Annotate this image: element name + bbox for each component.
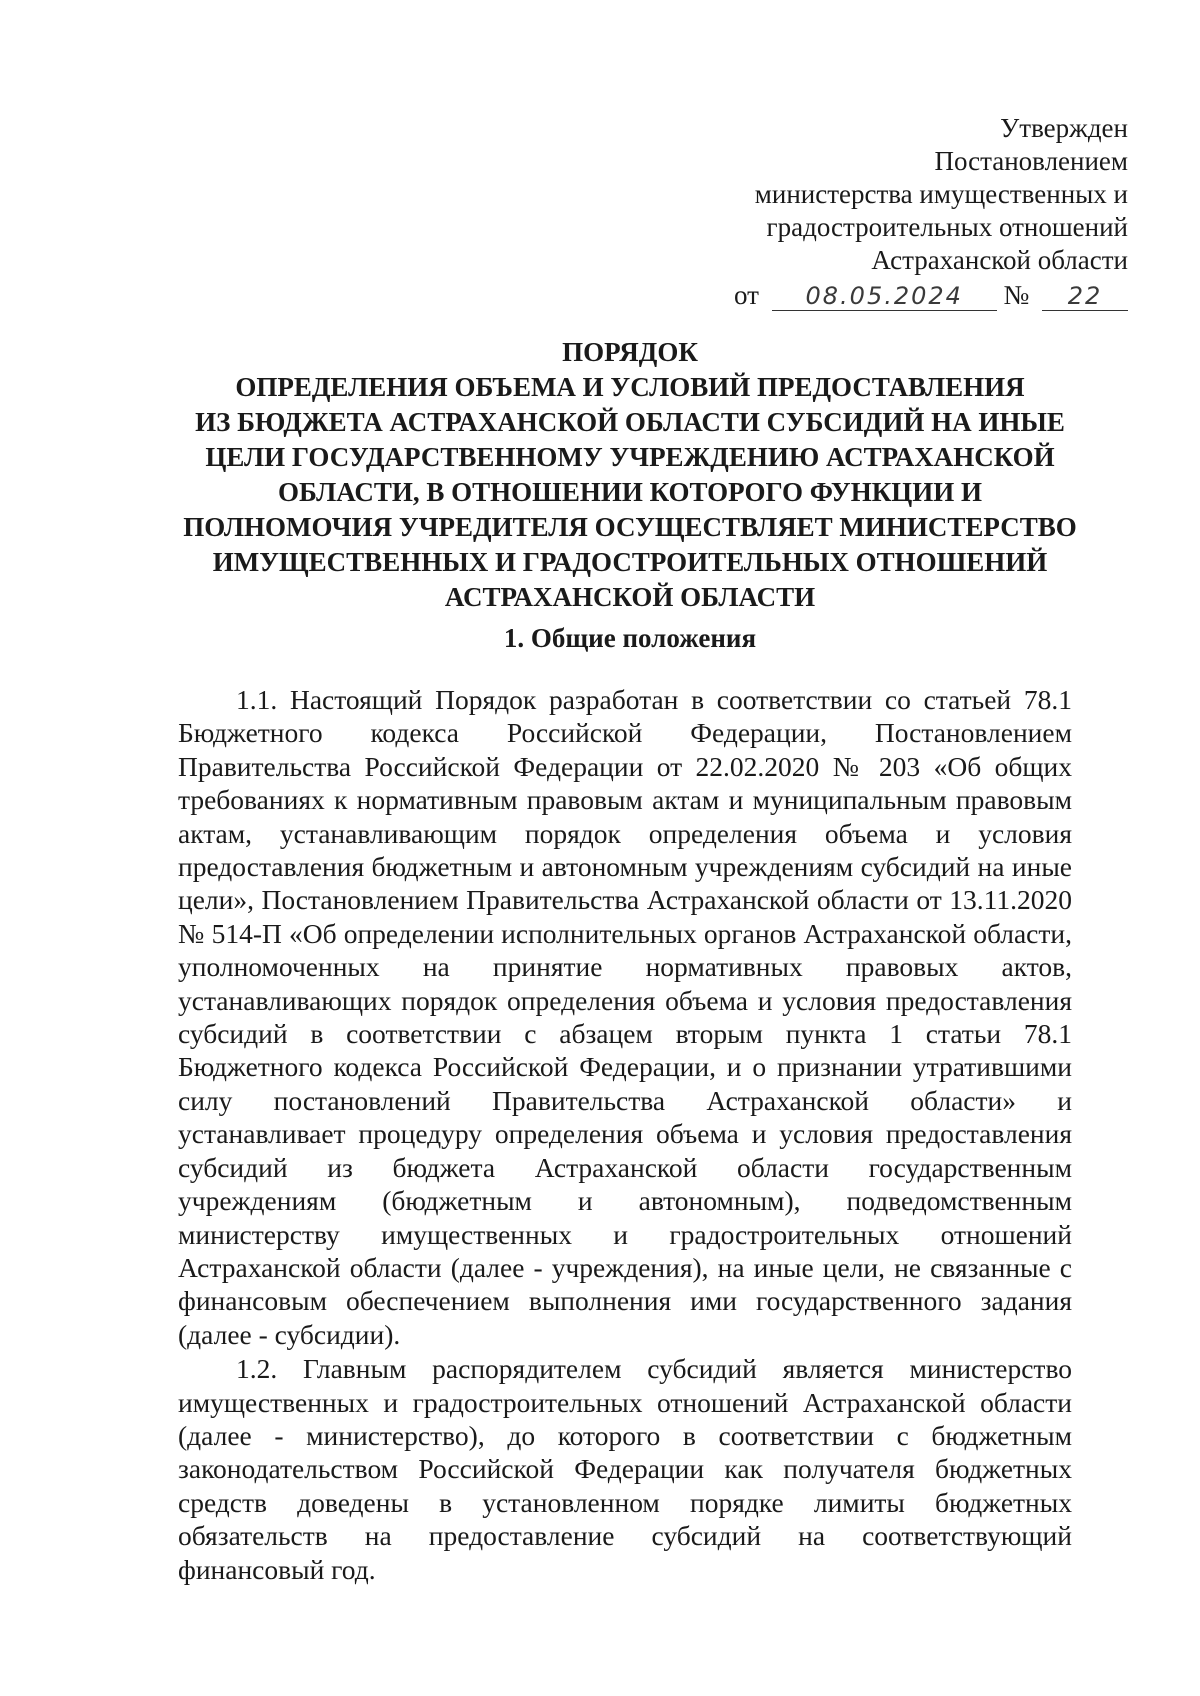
section-heading: 1. Общие положения [503,623,757,653]
approval-line-ministry: министерства имущественных и [754,179,1128,209]
handwritten-date: 08.05.2024 [772,282,997,311]
title-line: ОБЛАСТИ, В ОТНОШЕНИИ КОТОРОГО ФУНКЦИИ И [277,477,983,507]
approval-line-relations: градостроительных отношений [766,212,1128,242]
from-label: от [734,280,759,310]
approval-block [608,112,1128,312]
approval-line-region: Астраханской области [871,245,1128,275]
approval-line-resolution: Постановлением [934,146,1128,176]
title-line: ПОРЯДОК [562,337,698,367]
approval-date-number-row [608,279,1128,312]
section-body [178,683,1072,1586]
paragraph-1-2: 1.2. Главным распорядителем субсидий является министерство имущественных и градостроительных отношений Астраханской области (далее - министерство), до которого в соответствии с бюджетным законодательством Российской Федерации как получателя бюджетных средств доведены в установленном порядке лимиты бюджетных обязательств на предоставление субсидий на соответствующий финансовый год. [178,1353,1072,1585]
title-line: ОПРЕДЕЛЕНИЯ ОБЪЕМА И УСЛОВИЙ ПРЕДОСТАВЛЕНИЯ [235,372,1025,402]
approval-line-approved: Утвержден [1000,113,1128,143]
title-line: ИМУЩЕСТВЕННЫХ И ГРАДОСТРОИТЕЛЬНЫХ ОТНОШЕНИЙ [212,547,1048,577]
number-label: № [1003,280,1030,310]
title-line: ПОЛНОМОЧИЯ УЧРЕДИТЕЛЯ ОСУЩЕСТВЛЯЕТ МИНИСТЕРСТВО [183,512,1077,542]
document-title [170,335,1090,615]
title-line: АСТРАХАНСКОЙ ОБЛАСТИ [444,582,816,612]
handwritten-number: 22 [1042,282,1128,311]
title-line: ЦЕЛИ ГОСУДАРСТВЕННОМУ УЧРЕЖДЕНИЮ АСТРАХАНСКОЙ [205,442,1055,472]
paragraph-1-1: 1.1. Настоящий Порядок разработан в соответствии со статьей 78.1 Бюджетного кодекса Российской Федерации, Постановлением Правительства Российской Федерации от 22.02.2020 № 203 «Об общих требованиях к нормативным правовым актам и муниципальным правовым актам, устанавливающим порядок определения объема и условия предоставления бюджетным и автономным учреждениям субсидий на иные цели», Постановлением Правительства Астраханской области от 13.11.2020 № 514-П «Об определении исполнительных органов Астраханской области, уполномоченных на принятие нормативных правовых актов, устанавливающих порядок определения объема и условия предоставления субсидий в соответствии с абзацем вторым пункта 1 статьи 78.1 Бюджетного кодекса Российской Федерации, и о признании утратившими силу постановлений Правительства Астраханской области» и устанавливает процедуру определения объема и условия предоставления субсидий из бюджета Астраханской области государственным учреждениям (бюджетным и автономным), подведомственным министерству имущественных и градостроительных отношений Астраханской области (далее - учреждения), на иные цели, не связанные с финансовым обеспечением выполнения ими государственного задания (далее - субсидии). [178,684,1072,1350]
title-line: ИЗ БЮДЖЕТА АСТРАХАНСКОЙ ОБЛАСТИ СУБСИДИЙ НА ИНЫЕ [195,407,1065,437]
